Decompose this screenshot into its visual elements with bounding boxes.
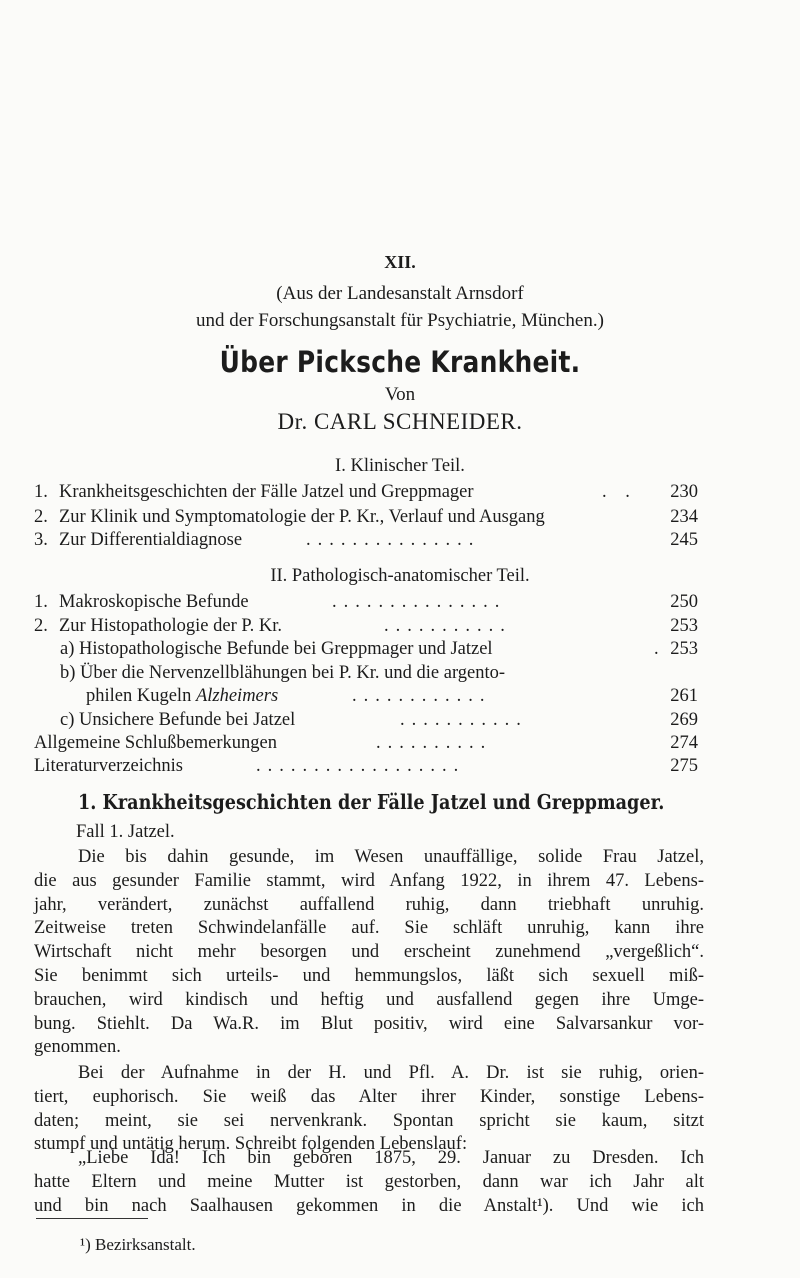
text-line: „Liebe Ida! Ich bin geboren 1875, 29. Januar zu Dresden. Ich [78, 1148, 704, 1168]
article-title: Über Picksche Krankheit. [219, 345, 581, 379]
footnote-rule [36, 1218, 148, 1219]
toc-page: 269 [670, 710, 698, 730]
toc-page: 274 [670, 733, 698, 753]
toc-number: 2. [34, 507, 48, 527]
toc-leader: ........... [384, 616, 512, 636]
toc-page: 234 [670, 507, 698, 527]
toc-label: Zur Klinik und Symptomatologie der P. Kr., Verlauf und Ausgang [59, 507, 545, 527]
text-line: daten; meint, sie sei nervenkrank. Spontan spricht sie kaum, sitzt [34, 1110, 704, 1131]
toc-label: Krankheitsgeschichten der Fälle Jatzel und Greppmager [59, 482, 474, 502]
toc-leader: ............... [306, 530, 481, 550]
toc-number: 2. [34, 616, 48, 636]
toc-leader: .......... [376, 733, 493, 753]
toc-number: 1. [34, 592, 48, 612]
text-line: Wirtschaft nicht mehr besorgen und erscheint zunehmend „vergeßlich“. [34, 942, 704, 963]
toc-label: c) Unsichere Befunde bei Jatzel [60, 710, 296, 730]
toc-number: 3. [34, 530, 48, 550]
toc-entry [34, 686, 698, 710]
case-label: Fall 1. Jatzel. [76, 822, 175, 842]
toc-entry [34, 663, 698, 687]
author-name: Dr. CARL SCHNEIDER. [277, 409, 523, 434]
institution-line-1: (Aus der Landesanstalt Arnsdorf [276, 283, 524, 304]
von-label: Von [384, 384, 416, 405]
toc-leader: ............... [332, 592, 507, 612]
toc-page: 275 [670, 756, 698, 776]
toc-entry [34, 639, 698, 663]
footnote: ¹) Bezirksanstalt. [80, 1235, 196, 1254]
toc-label: Zur Histopathologie der P. Kr. [59, 616, 283, 636]
institution-line-2: und der Forschungsanstalt für Psychiatrie, München.) [196, 310, 604, 331]
toc-entry [34, 507, 698, 531]
toc-entry [34, 733, 698, 757]
text-line: die aus gesunder Familie stammt, wird Anfang 1922, in ihrem 47. Lebens- [34, 870, 704, 891]
toc-entry [34, 592, 698, 616]
text-line: hatte Eltern und meine Mutter ist gestorben, dann war ich Jahr alt [34, 1171, 704, 1192]
toc-leader: . . [602, 482, 637, 502]
toc-label: Literaturverzeichnis [34, 756, 183, 776]
toc-page: 250 [670, 592, 698, 612]
toc-page: 253 [670, 639, 698, 659]
text-line: stumpf und untätig herum. Schreibt folgenden Lebenslauf: [34, 1134, 468, 1155]
paragraph-2 [34, 1062, 704, 1157]
toc-leader: ........... [400, 710, 528, 730]
toc-page: 230 [670, 482, 698, 502]
section-heading: 1. Krankheitsgeschichten der Fälle Jatzel und Greppmager. [78, 790, 665, 814]
toc-page: 253 [670, 616, 698, 636]
text-line: und bin nach Saalhausen gekommen in die Anstalt¹). Und wie ich [34, 1195, 704, 1216]
text-line: tiert, euphorisch. Sie weiß das Alter ihrer Kinder, sonstige Lebens- [34, 1086, 704, 1107]
text-line: Zeitweise treten Schwindelanfälle auf. Sie schläft unruhig, kann ihre [34, 918, 704, 939]
text-line: Bei der Aufnahme in der H. und Pfl. A. Dr. ist sie ruhig, orien- [78, 1063, 704, 1083]
toc-entry [34, 530, 698, 554]
toc-label: philen Kugeln Alzheimers [86, 686, 279, 706]
text-line: brauchen, wird kindisch und heftig und ausfallend gegen ihre Umge- [34, 989, 704, 1010]
paragraph-3 [34, 1147, 704, 1218]
text-line: jahr, verändert, zunächst auffallend ruhig, dann triebhaft unruhig. [34, 894, 704, 915]
text-line: genommen. [34, 1037, 121, 1058]
toc-leader: . [654, 639, 666, 659]
toc-number: 1. [34, 482, 48, 502]
toc-label: b) Über die Nervenzellblähungen bei P. Kr. und die argento- [60, 663, 506, 683]
toc-page: 245 [670, 530, 698, 550]
toc-entry [34, 710, 698, 734]
toc-entry [34, 756, 698, 780]
toc-label: a) Histopathologische Befunde bei Greppmager und Jatzel [60, 639, 493, 659]
toc-leader: .................. [256, 756, 466, 776]
toc-label: Allgemeine Schlußbemerkungen [34, 733, 278, 753]
toc-leader: ............ [352, 686, 492, 706]
chapter-number: XII. [384, 252, 416, 272]
toc-part1-title: I. Klinischer Teil. [335, 456, 465, 476]
toc-page: 261 [670, 686, 698, 706]
toc-part2-title: II. Pathologisch-anatomischer Teil. [270, 566, 530, 586]
toc-entry [34, 482, 698, 506]
toc-label: Makroskopische Befunde [59, 592, 249, 612]
text-line: Die bis dahin gesunde, im Wesen unauffällige, solide Frau Jatzel, [78, 847, 704, 867]
text-line: Sie benimmt sich urteils- und hemmungslos, läßt sich sexuell miß- [34, 965, 704, 986]
toc-entry [34, 616, 698, 640]
paragraph-1 [34, 846, 704, 1060]
toc-label: Zur Differentialdiagnose [59, 530, 243, 550]
text-line: bung. Stiehlt. Da Wa.R. im Blut positiv, wird eine Salvarsankur vor- [34, 1013, 704, 1034]
